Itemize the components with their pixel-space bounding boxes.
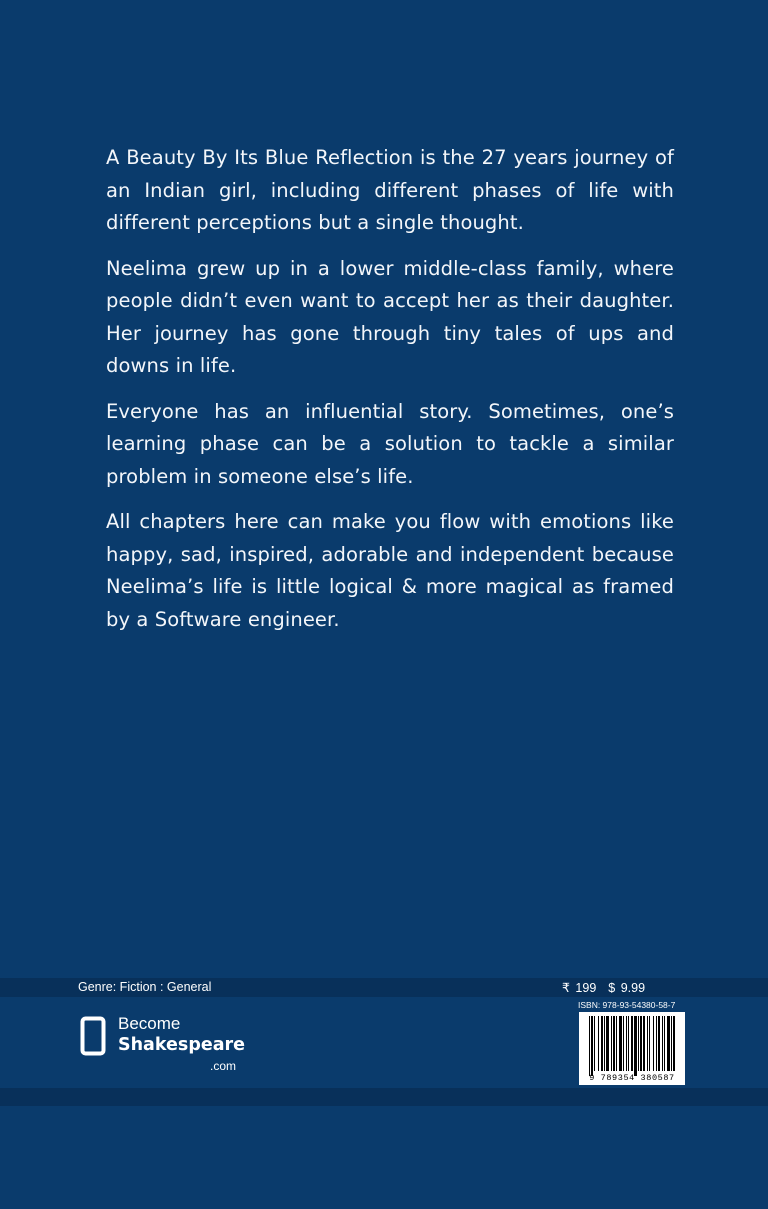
barcode-stripe [658,1016,660,1071]
barcode-stripe [671,1016,672,1071]
barcode-stripe [611,1016,612,1071]
barcode-stripe [613,1016,615,1071]
barcode-stripe [653,1016,654,1071]
book-outline-icon [80,1016,106,1056]
blurb-paragraph-4: All chapters here can make you flow with emotions like happy, sad, inspired, adorable and independent because Neelima’s life is little logical & more magical as framed by a Software engineer. [106,510,674,631]
genre-label: Genre: Fiction : General [78,980,212,994]
barcode-stripe [631,1016,633,1071]
barcode-stripe [589,1016,590,1076]
barcode-stripe [626,1016,627,1071]
back-cover-blurb [106,142,674,649]
barcode-stripe [623,1016,624,1071]
barcode-stripe [604,1016,605,1071]
barcode-stripe [591,1016,593,1076]
barcode-stripe [662,1016,663,1071]
publisher-name-line1: Become [118,1014,181,1033]
barcode-stripe [606,1016,609,1071]
price-usd: $ 9.99 [608,981,646,995]
barcode-stripe [643,1016,645,1071]
barcode-stripe [656,1016,657,1071]
barcode-stripe [673,1016,675,1071]
publisher-logo [78,1014,278,1076]
barcode-stripe [616,1016,617,1071]
price-label [562,980,645,995]
barcode-stripe [664,1016,665,1071]
barcode-stripe [601,1016,603,1071]
price-inr: ₹ 199 [562,981,597,995]
blurb-paragraph-1: A Beauty By Its Blue Reflection is the 27 years journey of an Indian girl, including different phases of life with different perceptions but a single thought. [106,146,674,234]
barcode-stripe [638,1016,639,1071]
barcode-stripe [628,1016,629,1071]
bottom-band [0,1088,768,1106]
barcode-stripe [649,1016,650,1071]
barcode-stripe [594,1016,595,1071]
barcode-stripe [667,1016,670,1071]
barcode-digits: 9 789354 380587 [589,1073,675,1083]
barcode-stripe [647,1016,648,1071]
isbn-label: ISBN: 978-93-54380-58-7 [578,1000,676,1010]
isbn-barcode [579,1012,685,1085]
barcode-stripe [640,1016,642,1071]
blurb-paragraph-2: Neelima grew up in a lower middle-class family, where people didn’t even want to accept her as their daughter. Her journey has gone through tiny tales of ups and downs in life. [106,256,674,377]
barcode-bars [579,1014,685,1076]
barcode-stripe [634,1016,637,1076]
publisher-name-line2: Shakespeare [118,1035,246,1055]
barcode-stripe [598,1016,599,1071]
blurb-paragraph-3: Everyone has an influential story. Sometimes, one’s learning phase can be a solution to tackle a similar problem in someone else’s life. [106,399,674,488]
publisher-name-line3: .com [210,1059,237,1073]
barcode-stripe [619,1016,622,1071]
